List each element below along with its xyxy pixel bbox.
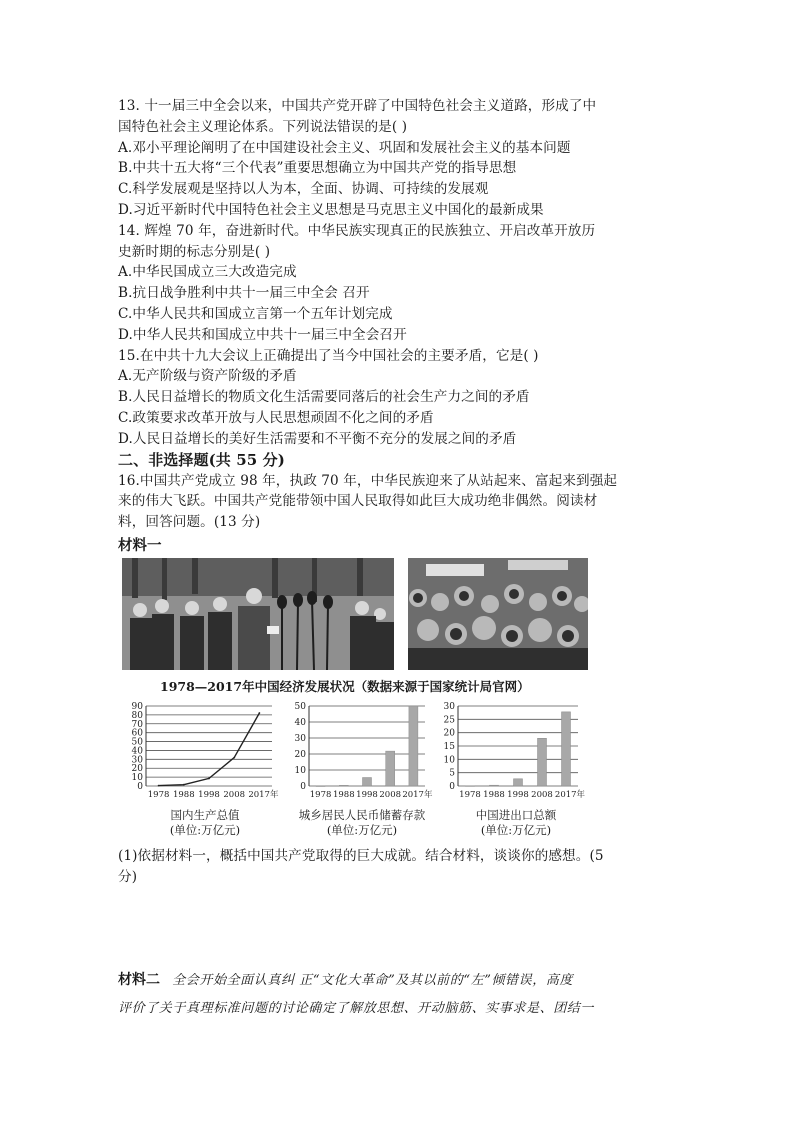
material-1-title: 材料一 (118, 537, 162, 554)
q14-stem: 14. 辉煌 70 年，奋进新时代。中华民族实现真正的民族独立、开启改革开放历 (118, 222, 596, 239)
material-1-photos (122, 558, 588, 670)
y-tick-label: 10 (443, 755, 455, 766)
data-point (183, 784, 185, 786)
y-tick-label: 90 (131, 702, 143, 712)
y-tick-label: 10 (131, 773, 143, 784)
chart-gdp (124, 700, 286, 838)
chart-savings-label: 城乡居民人民币储蓄存款 (298, 808, 426, 822)
y-tick-label: 20 (294, 750, 306, 760)
y-tick-label: 20 (131, 764, 143, 775)
q16-sub1-cont: 分) (118, 869, 138, 885)
chart-savings-svg (287, 700, 437, 804)
chart-trade-label: 中国进出口总额 (475, 808, 557, 822)
q13-option-c: C.科学发展观是坚持以人为本，全面、协调、可持续的发展观 (118, 181, 489, 198)
x-tick-label: 2017年 (554, 790, 586, 800)
y-tick-label: 80 (131, 710, 143, 721)
q13-option-d: D.习近平新时代中国特色社会主义思想是马克思主义中国化的最新成果 (118, 201, 544, 218)
section-heading: 二、非选择题(共 55 分) (118, 450, 285, 469)
x-tick-label: 1998 (507, 790, 529, 800)
q15-option-a: A.无产阶级与资产阶级的矛盾 (118, 368, 297, 385)
y-tick-label: 30 (131, 755, 143, 766)
q15-option-d: D.人民日益增长的美好生活需要和不平衡不充分的发展之间的矛盾 (118, 430, 517, 447)
data-point (208, 778, 210, 780)
q16-stem: 16.中国共产党成立 98 年，执政 70 年，中华民族迎来了从站起来、富起来到强起 (118, 472, 618, 489)
bar (363, 778, 372, 786)
data-point (259, 712, 261, 714)
exam-page (118, 96, 678, 555)
y-tick-label: 40 (294, 718, 306, 728)
data-point (158, 785, 160, 787)
q14-option-d: D.中华人民共和国成立中共十一届三中全会召开 (118, 326, 407, 343)
q16-stem-cont: 来的伟大飞跃。中国共产党能带领中国人民取得如此巨大成功绝非偶然。阅读材 (118, 493, 598, 510)
chart-trade-svg (440, 700, 592, 804)
q13-stem-cont: 国特色社会主义理论体系。下列说法错误的是( ) (118, 118, 408, 135)
q14-option-b: B.抗日战争胜利中共十一届三中全会 召开 (118, 285, 370, 302)
q15-stem: 15.在中共十九大会议上正确提出了当今中国社会的主要矛盾，它是( ) (118, 347, 539, 364)
y-tick-label: 10 (294, 766, 306, 776)
q13-option-b: B.中共十五大将“三个代表”重要思想确立为中国共产党的指导思想 (118, 160, 517, 177)
y-tick-label: 70 (131, 719, 143, 730)
x-tick-label: 1988 (172, 790, 195, 800)
x-tick-label: 2017年 (402, 790, 433, 800)
x-tick-label: 1988 (332, 790, 355, 800)
x-tick-label: 2017年 (248, 790, 279, 800)
material-2 (118, 966, 688, 1023)
q16-sub1: (1)依据材料一，概括中国共产党取得的巨大成就。结合材料，谈谈你的感想。(5 (118, 848, 604, 864)
bar (339, 785, 348, 786)
y-tick-label: 0 (449, 782, 455, 792)
bar (386, 751, 395, 786)
y-tick-label: 0 (300, 782, 306, 792)
x-tick-label: 2008 (223, 790, 246, 800)
q13-stem: 13. 十一届三中全会以来，中国共产党开辟了中国特色社会主义道路，形成了中 (118, 98, 597, 114)
x-tick-label: 1978 (147, 790, 170, 800)
bar (538, 738, 547, 786)
y-tick-label: 30 (443, 702, 455, 712)
bar (514, 779, 523, 786)
bar (490, 785, 499, 786)
y-tick-label: 5 (449, 768, 455, 779)
q13-option-a: A.邓小平理论阐明了在中国建设社会主义、巩固和发展社会主义的基本问题 (118, 139, 571, 156)
material-2-title: 材料二 (118, 972, 160, 988)
y-tick-label: 20 (443, 728, 455, 739)
bar (466, 786, 475, 787)
q16-stem-end: 料，回答问题。(13 分) (118, 514, 261, 531)
x-tick-label: 2008 (531, 790, 553, 800)
material-2-line-1: 全会开始全面认真纠 正“文化大革命”及其以前的“左”倾错误，高度 (172, 973, 574, 988)
y-tick-label: 40 (131, 746, 143, 757)
chart-trade (440, 700, 592, 838)
y-tick-label: 60 (131, 728, 143, 739)
chart-gdp-svg (124, 700, 286, 804)
x-tick-label: 2008 (379, 790, 402, 800)
reform-crowd-photo (408, 558, 588, 670)
chart-trade-unit: (单位:万亿元) (480, 823, 552, 837)
x-tick-label: 1998 (198, 790, 220, 800)
y-tick-label: 15 (443, 742, 455, 752)
charts-title: 1978—2017年中国经济发展状况（数据来源于国家统计局官网） (160, 679, 530, 694)
y-tick-label: 30 (294, 734, 306, 744)
y-tick-label: 50 (131, 737, 143, 748)
q14-stem-cont: 史新时期的标志分别是( ) (118, 243, 271, 260)
x-tick-label: 1998 (356, 790, 378, 800)
data-point (233, 757, 235, 759)
material-2-line-2: 评价了关于真理标准问题的讨论确定了解放思想、开动脑筋、实事求是、团结一 (118, 1001, 595, 1016)
bar (562, 712, 571, 786)
q14-option-a: A.中华民国成立三大改造完成 (118, 264, 297, 281)
chart-savings-unit: (单位:万亿元) (326, 823, 398, 837)
bar (316, 786, 325, 787)
x-tick-label: 1988 (483, 790, 505, 800)
q14-option-c: C.中华人民共和国成立言第一个五年计划完成 (118, 305, 393, 322)
founding-ceremony-photo (122, 558, 394, 670)
q15-option-b: B.人民日益增长的物质文化生活需要同落后的社会生产力之间的矛盾 (118, 389, 530, 406)
y-tick-label: 0 (137, 782, 143, 792)
x-tick-label: 1978 (309, 790, 332, 800)
chart-savings (287, 700, 437, 838)
y-tick-label: 50 (294, 702, 306, 712)
y-tick-label: 25 (443, 715, 455, 726)
bar (409, 706, 418, 786)
chart-gdp-unit: (单位:万亿元) (169, 823, 241, 837)
q15-option-c: C.政策要求改革开放与人民思想顽固不化之间的矛盾 (118, 409, 434, 426)
chart-gdp-label: 国内生产总值 (170, 808, 240, 822)
x-tick-label: 1978 (459, 790, 481, 800)
